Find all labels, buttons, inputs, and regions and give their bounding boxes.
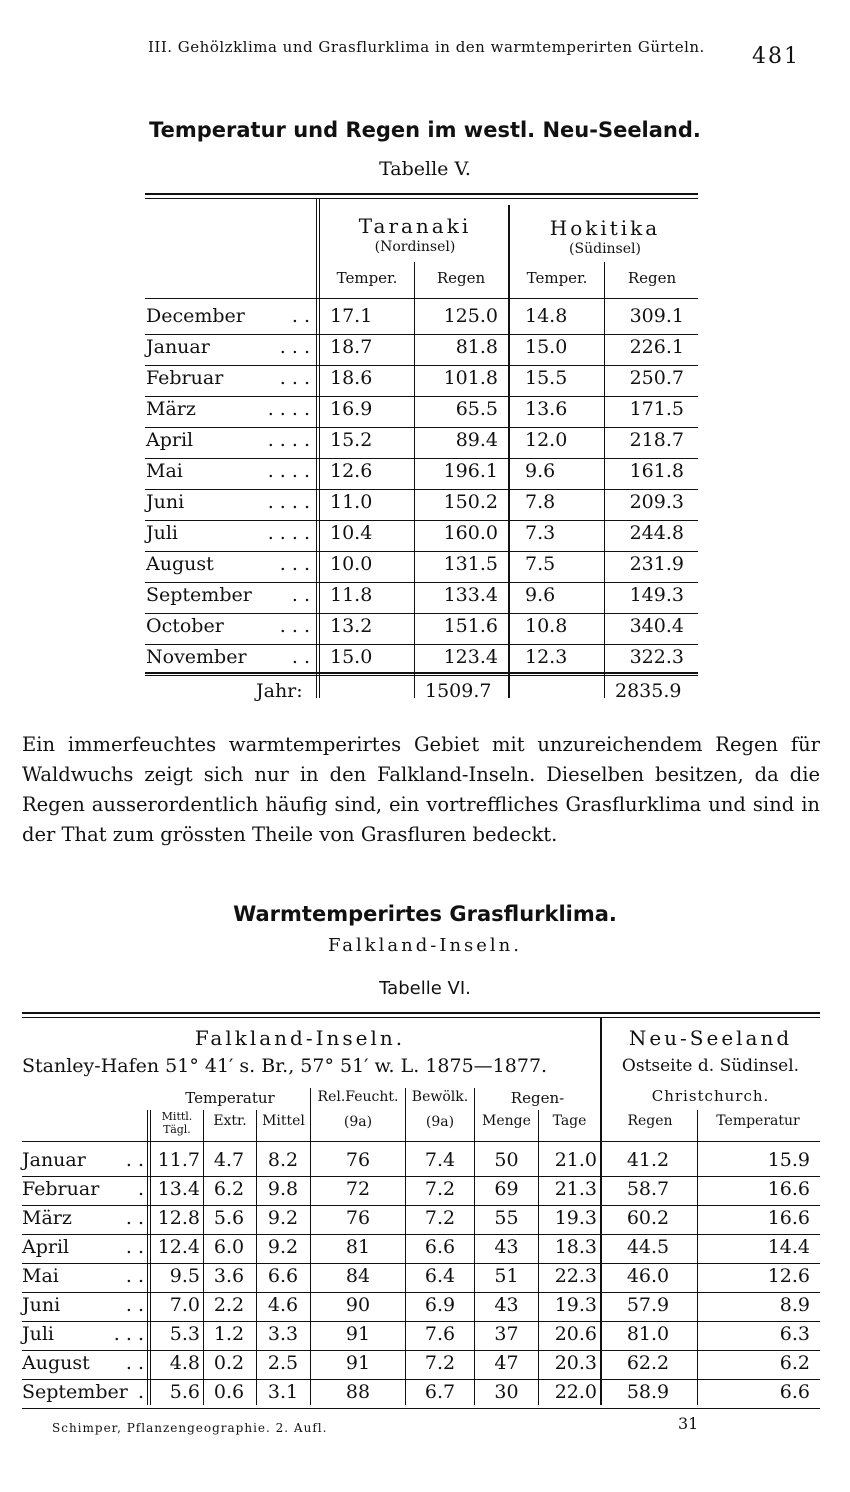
table5-temp1: 10.4	[330, 522, 373, 544]
table5-rain1: 160.0	[443, 522, 498, 544]
table6-vline-9	[600, 1018, 602, 1405]
table6-bewolk: 7.2	[424, 1178, 456, 1200]
table6-mittel: 9.2	[267, 1236, 299, 1258]
table6-dots: . .	[125, 1236, 144, 1258]
table6-row-rule	[22, 1350, 820, 1351]
table5-dots: . .	[291, 305, 310, 327]
table6-extr: 2.2	[213, 1294, 245, 1316]
table5-dots: . . . .	[267, 522, 310, 544]
table6-h-relfeucht: Rel.Feucht.	[317, 1089, 399, 1105]
table5-dots: . .	[291, 646, 310, 668]
table6-h-bewolk: Bewölk.	[411, 1089, 469, 1105]
table5-temp2: 9.6	[525, 584, 556, 606]
table6-nz-temp: 12.6	[767, 1265, 810, 1287]
table6-bewolk: 7.4	[424, 1149, 456, 1171]
table6-dots: .	[137, 1178, 144, 1200]
table6-mittel: 4.6	[267, 1294, 299, 1316]
table6-h-temperatur: Temperatur	[185, 1089, 275, 1107]
table6-month: Juni	[22, 1294, 61, 1316]
table6-month: März	[22, 1207, 72, 1229]
table6-dots: .	[137, 1381, 144, 1403]
table6-nz-regen: 44.5	[626, 1236, 670, 1258]
table6-month: Januar	[22, 1149, 86, 1171]
table6-bewolk: 6.4	[424, 1265, 456, 1287]
table6-top-rule-thin	[22, 1017, 820, 1018]
table5-temp1: 13.2	[330, 615, 373, 637]
table5-temp2: 15.5	[525, 367, 568, 389]
table5-col-rain2: Regen	[627, 269, 677, 287]
table5-year-r2: 2835.9	[615, 680, 682, 702]
table5-rain1: 196.1	[443, 460, 498, 482]
table6-tage: 18.3	[554, 1236, 597, 1258]
table5-rain1: 125.0	[443, 305, 498, 327]
table6-tage: 22.0	[554, 1381, 597, 1403]
table5-temp2: 9.6	[525, 460, 556, 482]
table5-row-rule	[145, 489, 698, 490]
table6-relfeucht: 88	[345, 1381, 371, 1403]
table6-row-rule	[22, 1408, 820, 1409]
table5-rain2: 209.3	[629, 491, 684, 513]
table5-dots: . . .	[279, 367, 310, 389]
table5-rain1: 81.8	[455, 336, 498, 358]
table6-tage: 21.3	[554, 1178, 597, 1200]
table6-tage: 19.3	[554, 1294, 597, 1316]
table6-mittel: 3.3	[267, 1323, 299, 1345]
table6-extr: 6.2	[213, 1178, 245, 1200]
table6-nz-regen: 62.2	[626, 1352, 670, 1374]
table5-rain2: 161.8	[629, 460, 684, 482]
table5-row-rule	[145, 675, 698, 676]
table6-group-right: Neu-Seeland	[628, 1026, 793, 1050]
table5-top-rule	[145, 193, 698, 195]
table6-tage: 22.3	[554, 1265, 597, 1287]
table6-mittel: 2.5	[267, 1352, 299, 1374]
table5-rain2: 244.8	[629, 522, 684, 544]
table5-rain1: 123.4	[443, 646, 498, 668]
table5-vline-b	[319, 198, 320, 698]
table5-year-r1: 1509.7	[425, 680, 492, 702]
table6-relfeucht: 81	[345, 1236, 371, 1258]
table5-month: Juni	[146, 491, 185, 513]
table5-dots: . . .	[279, 336, 310, 358]
table6-group-left: Falkland-Inseln.	[194, 1026, 406, 1050]
table6-row-rule	[22, 1263, 820, 1264]
table6-h-nz-temp: Temperatur	[716, 1113, 800, 1129]
table5-header-rule	[145, 298, 698, 299]
table6-extr: 1.2	[213, 1323, 245, 1345]
table5-month: Januar	[146, 336, 210, 358]
table5-rain1: 133.4	[443, 584, 498, 606]
table6-mittl-tagl: 4.8	[169, 1352, 200, 1374]
table6-vline-2	[150, 1110, 151, 1405]
table5-temp1: 18.7	[330, 336, 373, 358]
table5-rain2: 250.7	[629, 367, 684, 389]
table6-relfeucht: 91	[345, 1352, 371, 1374]
table5-temp1: 18.6	[330, 367, 373, 389]
table5-rain2: 218.7	[629, 429, 684, 451]
table6-dots: . . .	[113, 1323, 144, 1345]
table5-row-rule	[145, 582, 698, 583]
table6-row-rule	[22, 1321, 820, 1322]
table5-caption: Tabelle V.	[379, 158, 471, 180]
table6-bewolk: 7.6	[424, 1323, 456, 1345]
table5-temp2: 7.8	[525, 491, 556, 513]
table5-year-label: Jahr:	[256, 680, 303, 702]
table6-vline-10	[697, 1110, 698, 1405]
table6-vline-3	[203, 1110, 204, 1405]
table6-group-right-sub: Ostseite d. Südinsel.	[621, 1056, 800, 1076]
table5-temp2: 7.3	[525, 522, 556, 544]
table5-rain1: 151.6	[443, 615, 498, 637]
table6-mittl-tagl: 7.0	[169, 1294, 200, 1316]
table6-mittel: 9.8	[267, 1178, 299, 1200]
table6-title: Warmtemperirtes Grasflurklima.	[233, 902, 617, 926]
table5-group2: Hokitika	[549, 216, 661, 240]
table5-month: Februar	[146, 367, 224, 389]
table6-menge: 43	[494, 1236, 519, 1258]
table5-month: December	[146, 305, 245, 327]
table6-row-rule	[22, 1176, 820, 1177]
table6-h-menge: Menge	[482, 1113, 531, 1129]
table6-h-mittel: Mittel	[262, 1113, 305, 1129]
table6-mittel: 8.2	[267, 1149, 299, 1171]
table6-mittel: 9.2	[267, 1207, 299, 1229]
table5-rain2: 171.5	[629, 398, 684, 420]
table6-nz-temp: 6.3	[779, 1323, 810, 1345]
table5-col-temp2: Temper.	[526, 269, 588, 287]
table6-h-tagl: Tägl.	[163, 1123, 191, 1136]
table6-extr: 3.6	[213, 1265, 245, 1287]
table5-dots: . . .	[279, 553, 310, 575]
table6-month: Juli	[22, 1323, 55, 1345]
table6-mittel: 3.1	[267, 1381, 299, 1403]
table5-temp1: 11.8	[330, 584, 373, 606]
table5-group2-sub: (Südinsel)	[569, 241, 641, 257]
table5-temp1: 11.0	[330, 491, 373, 513]
table5-month: April	[146, 429, 194, 451]
table5-rain1: 131.5	[443, 553, 498, 575]
table6-header-rule	[22, 1141, 820, 1142]
table5-dots: . . . .	[267, 460, 310, 482]
table6-extr: 5.6	[213, 1207, 245, 1229]
table6-subtitle: Falkland-Inseln.	[327, 935, 522, 956]
table5-vline-d	[508, 205, 510, 698]
table6-h-nz-regen: Regen	[627, 1113, 673, 1129]
table6-relfeucht: 76	[345, 1149, 371, 1171]
table5-rain2: 226.1	[629, 336, 684, 358]
table6-nz-temp: 16.6	[767, 1178, 810, 1200]
table6-extr: 0.6	[213, 1381, 245, 1403]
table6-extr: 4.7	[213, 1149, 245, 1171]
table6-row-rule	[22, 1292, 820, 1293]
table6-nz-temp: 16.6	[767, 1207, 810, 1229]
table6-menge: 43	[494, 1294, 519, 1316]
table6-bewolk: 6.9	[424, 1294, 456, 1316]
table5-group1: Taranaki	[358, 214, 472, 238]
table6-group-right-city: Christchurch.	[651, 1087, 770, 1105]
table5-month: September	[146, 584, 252, 606]
table5-bottom-rule	[145, 672, 698, 674]
table6-nz-temp: 6.6	[779, 1381, 810, 1403]
table6-bewolk: 7.2	[424, 1207, 456, 1229]
table5-vline-e	[604, 262, 605, 698]
table6-menge: 37	[494, 1323, 519, 1345]
table5-month: October	[146, 615, 224, 637]
table6-month: April	[22, 1236, 70, 1258]
table6-relfeucht: 91	[345, 1323, 371, 1345]
table5-temp2: 12.0	[525, 429, 568, 451]
table6-nz-regen: 57.9	[626, 1294, 670, 1316]
table5-dots: . . . .	[267, 429, 310, 451]
table5-dots: . . . .	[267, 491, 310, 513]
table6-mittl-tagl: 11.7	[157, 1149, 200, 1171]
table6-mittl-tagl: 12.8	[157, 1207, 200, 1229]
table5-month: März	[146, 398, 196, 420]
table6-nz-temp: 15.9	[767, 1149, 810, 1171]
table5-row-rule	[145, 365, 698, 366]
table6-tage: 21.0	[554, 1149, 597, 1171]
table5-rain2: 149.3	[629, 584, 684, 606]
body-paragraph: Ein immerfeuchtes warmtemperirtes Gebiet mit unzureichendem Regen für Waldwuchs zeigt sich nur in den Falkland-Inseln. Dieselben besitzen, da die Regen ausserordentlich häufig sind, ein vortreffliches Grasflurklima und sind in der That zum grössten Theile von Grasfluren bedeckt.	[22, 733, 820, 846]
table6-dots: . .	[125, 1265, 144, 1287]
table6-vline-4	[256, 1110, 257, 1405]
table6-mittl-tagl: 5.3	[169, 1323, 200, 1345]
table5-month: November	[146, 646, 247, 668]
table5-temp1: 10.0	[330, 553, 373, 575]
table6-extr: 0.2	[213, 1352, 245, 1374]
table5-temp1: 16.9	[330, 398, 373, 420]
table5-temp2: 12.3	[525, 646, 568, 668]
table6-h-mittl: Mittl.	[161, 1110, 193, 1123]
table5-rain1: 150.2	[443, 491, 498, 513]
table5-dots: . .	[291, 584, 310, 606]
table5-temp2: 10.8	[525, 615, 568, 637]
table6-h-tage: Tage	[552, 1113, 587, 1129]
table6-h-regen: Regen-	[510, 1089, 565, 1107]
table5-row-rule	[145, 458, 698, 459]
table5-temp2: 7.5	[525, 553, 556, 575]
table5-top-rule-thin	[145, 198, 698, 199]
table5-temp2: 13.6	[525, 398, 568, 420]
table6-menge: 55	[494, 1207, 519, 1229]
table5-row-rule	[145, 551, 698, 552]
table6-mittl-tagl: 12.4	[157, 1236, 200, 1258]
table6-h-relfeucht-sub: (9a)	[343, 1114, 373, 1130]
table6-tage: 20.6	[554, 1323, 597, 1345]
table6-row-rule	[22, 1234, 820, 1235]
table6-nz-regen: 60.2	[626, 1207, 670, 1229]
table5-col-temp1: Temper.	[336, 269, 398, 287]
table5-row-rule	[145, 334, 698, 335]
table5-temp1: 17.1	[330, 305, 373, 327]
table5-group1-sub: (Nordinsel)	[374, 239, 456, 255]
table5-row-rule	[145, 644, 698, 645]
table6-bewolk: 7.2	[424, 1352, 456, 1374]
table5-month: Mai	[146, 460, 183, 482]
table6-bewolk: 6.7	[424, 1381, 456, 1403]
table6-nz-temp: 14.4	[767, 1236, 810, 1258]
table6-nz-temp: 8.9	[779, 1294, 810, 1316]
table6-relfeucht: 90	[345, 1294, 371, 1316]
table5-month: Juli	[146, 522, 179, 544]
table5-temp1: 12.6	[330, 460, 373, 482]
table6-group-left-sub: Stanley-Hafen 51° 41′ s. Br., 57° 51′ w. L. 1875—1877.	[22, 1055, 548, 1077]
table6-tage: 20.3	[554, 1352, 597, 1374]
table6-menge: 30	[494, 1381, 519, 1403]
table5-rain2: 340.4	[629, 615, 684, 637]
table6-dots: . .	[125, 1294, 144, 1316]
table6-nz-regen: 81.0	[626, 1323, 670, 1345]
running-header: III. Gehölzklima und Grasflurklima in den warmtemperirten Gürteln.	[148, 38, 705, 56]
table6-dots: . .	[125, 1149, 144, 1171]
table5-rain1: 89.4	[455, 429, 498, 451]
table5-rain1: 65.5	[455, 398, 498, 420]
table5-title: Temperatur und Regen im westl. Neu-Seeland.	[149, 118, 701, 142]
table6-menge: 51	[494, 1265, 519, 1287]
table6-h-extr: Extr.	[213, 1113, 247, 1129]
table6-month: September	[22, 1381, 128, 1403]
table6-nz-temp: 6.2	[779, 1352, 810, 1374]
table6-dots: . .	[125, 1352, 144, 1374]
table5-row-rule	[145, 613, 698, 614]
table5-row-rule	[145, 396, 698, 397]
table5-temp1: 15.2	[330, 429, 373, 451]
table6-row-rule	[22, 1379, 820, 1380]
footer-imprint: Schimper, Pflanzengeographie. 2. Aufl.	[52, 1421, 328, 1435]
table5-rain2: 231.9	[629, 553, 684, 575]
table5-col-rain1: Regen	[436, 269, 486, 287]
table6-relfeucht: 84	[345, 1265, 371, 1287]
table5-temp1: 15.0	[330, 646, 373, 668]
table6-tage: 19.3	[554, 1207, 597, 1229]
table6-nz-regen: 46.0	[626, 1265, 670, 1287]
table5-vline-c	[414, 262, 415, 698]
table6-mittl-tagl: 5.6	[169, 1381, 200, 1403]
table6-nz-regen: 41.2	[626, 1149, 670, 1171]
table5-temp2: 15.0	[525, 336, 568, 358]
table6-menge: 47	[494, 1352, 519, 1374]
table6-month: August	[22, 1352, 90, 1374]
table5-row-rule	[145, 520, 698, 521]
table5-month: August	[146, 553, 214, 575]
table5-dots: . . .	[279, 615, 310, 637]
table5-rain1: 101.8	[443, 367, 498, 389]
table5-dots: . . . .	[267, 398, 310, 420]
table5-vline-a	[316, 198, 317, 698]
table6-row-rule	[22, 1205, 820, 1206]
table6-top-rule	[22, 1012, 820, 1014]
page-number: 481	[752, 44, 800, 69]
table6-relfeucht: 76	[345, 1207, 371, 1229]
table6-month: Februar	[22, 1178, 100, 1200]
table6-month: Mai	[22, 1265, 59, 1287]
table6-vline-1	[147, 1110, 148, 1405]
table6-menge: 69	[494, 1178, 519, 1200]
table6-relfeucht: 72	[345, 1178, 371, 1200]
table6-h-bewolk-sub: (9a)	[425, 1114, 455, 1130]
table6-mittl-tagl: 9.5	[169, 1265, 200, 1287]
table6-nz-regen: 58.7	[626, 1178, 670, 1200]
table5-row-rule	[145, 427, 698, 428]
table5-rain2: 309.1	[629, 305, 684, 327]
table6-dots: . .	[125, 1207, 144, 1229]
table5-temp2: 14.8	[525, 305, 568, 327]
table6-menge: 50	[494, 1149, 519, 1171]
footer-signature: 31	[678, 1414, 699, 1433]
table6-mittl-tagl: 13.4	[157, 1178, 200, 1200]
table6-mittel: 6.6	[267, 1265, 299, 1287]
table6-nz-regen: 58.9	[626, 1381, 670, 1403]
table6-caption: Tabelle VI.	[379, 978, 471, 999]
table6-bewolk: 6.6	[424, 1236, 456, 1258]
table5-rain2: 322.3	[629, 646, 684, 668]
table6-extr: 6.0	[213, 1236, 245, 1258]
